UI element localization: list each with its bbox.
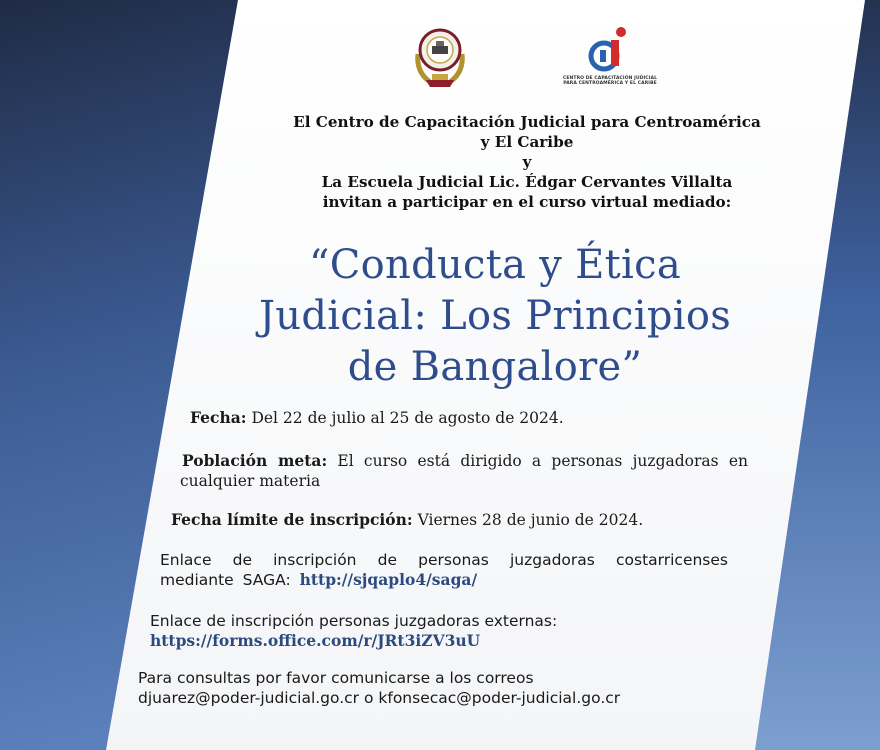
- poblacion-value: El curso está dirigido a personas juzgadoras en cualquier materia: [180, 452, 748, 490]
- course-title-line-3: de Bangalore”: [347, 344, 643, 390]
- judicial-school-crest-icon: [412, 24, 468, 90]
- course-title: [200, 240, 790, 393]
- cj-logo-icon: [560, 22, 660, 76]
- external-link-block: [150, 611, 750, 651]
- intro-line-2: y El Caribe: [480, 133, 574, 151]
- intro-block: [232, 112, 822, 212]
- external-link-text: Enlace de inscripción personas juzgadoras externas:: [150, 612, 558, 630]
- cj-logo: [560, 22, 660, 92]
- saga-link-url[interactable]: http://sjqaplo4/saga/: [299, 570, 478, 589]
- cj-caption-line-1: CENTRO DE CAPACITACIÓN JUDICIAL: [562, 76, 658, 81]
- judicial-school-crest: [412, 24, 468, 90]
- poblacion-field: [180, 451, 748, 491]
- external-link-url[interactable]: https://forms.office.com/r/JRt3iZV3uU: [150, 631, 481, 650]
- saga-link-text: Enlace de inscripción de personas juzgadoras costarricenses mediante SAGA:: [160, 551, 728, 589]
- fecha-label: Fecha:: [190, 408, 247, 427]
- intro-line-1: El Centro de Capacitación Judicial para Centroamérica: [293, 113, 761, 131]
- intro-line-5: invitan a participar en el curso virtual mediado:: [322, 193, 732, 211]
- poblacion-label: Población meta:: [182, 451, 328, 470]
- intro-line-4: La Escuela Judicial Lic. Édgar Cervantes Villalta: [321, 173, 733, 191]
- contact-block: [138, 668, 738, 708]
- fecha-value: Del 22 de julio al 25 de agosto de 2024.: [251, 409, 564, 427]
- course-title-line-1: “Conducta y Ética: [308, 242, 682, 288]
- cj-caption-line-2: PARA CENTROAMÉRICA Y EL CARIBE: [563, 81, 657, 86]
- contact-emails[interactable]: djuarez@poder-judicial.go.cr o kfonsecac@poder-judicial.go.cr: [138, 689, 621, 707]
- limite-value: Viernes 28 de junio de 2024.: [417, 511, 644, 529]
- cj-logo-caption: [560, 76, 660, 86]
- limite-field: [171, 510, 751, 530]
- fecha-field: [190, 408, 750, 428]
- intro-line-3: y: [522, 153, 532, 171]
- saga-link-block: [160, 550, 728, 590]
- limite-label: Fecha límite de inscripción:: [171, 510, 413, 529]
- course-title-line-2: Judicial: Los Principios: [258, 293, 732, 339]
- contact-text: Para consultas por favor comunicarse a los correos: [138, 669, 534, 687]
